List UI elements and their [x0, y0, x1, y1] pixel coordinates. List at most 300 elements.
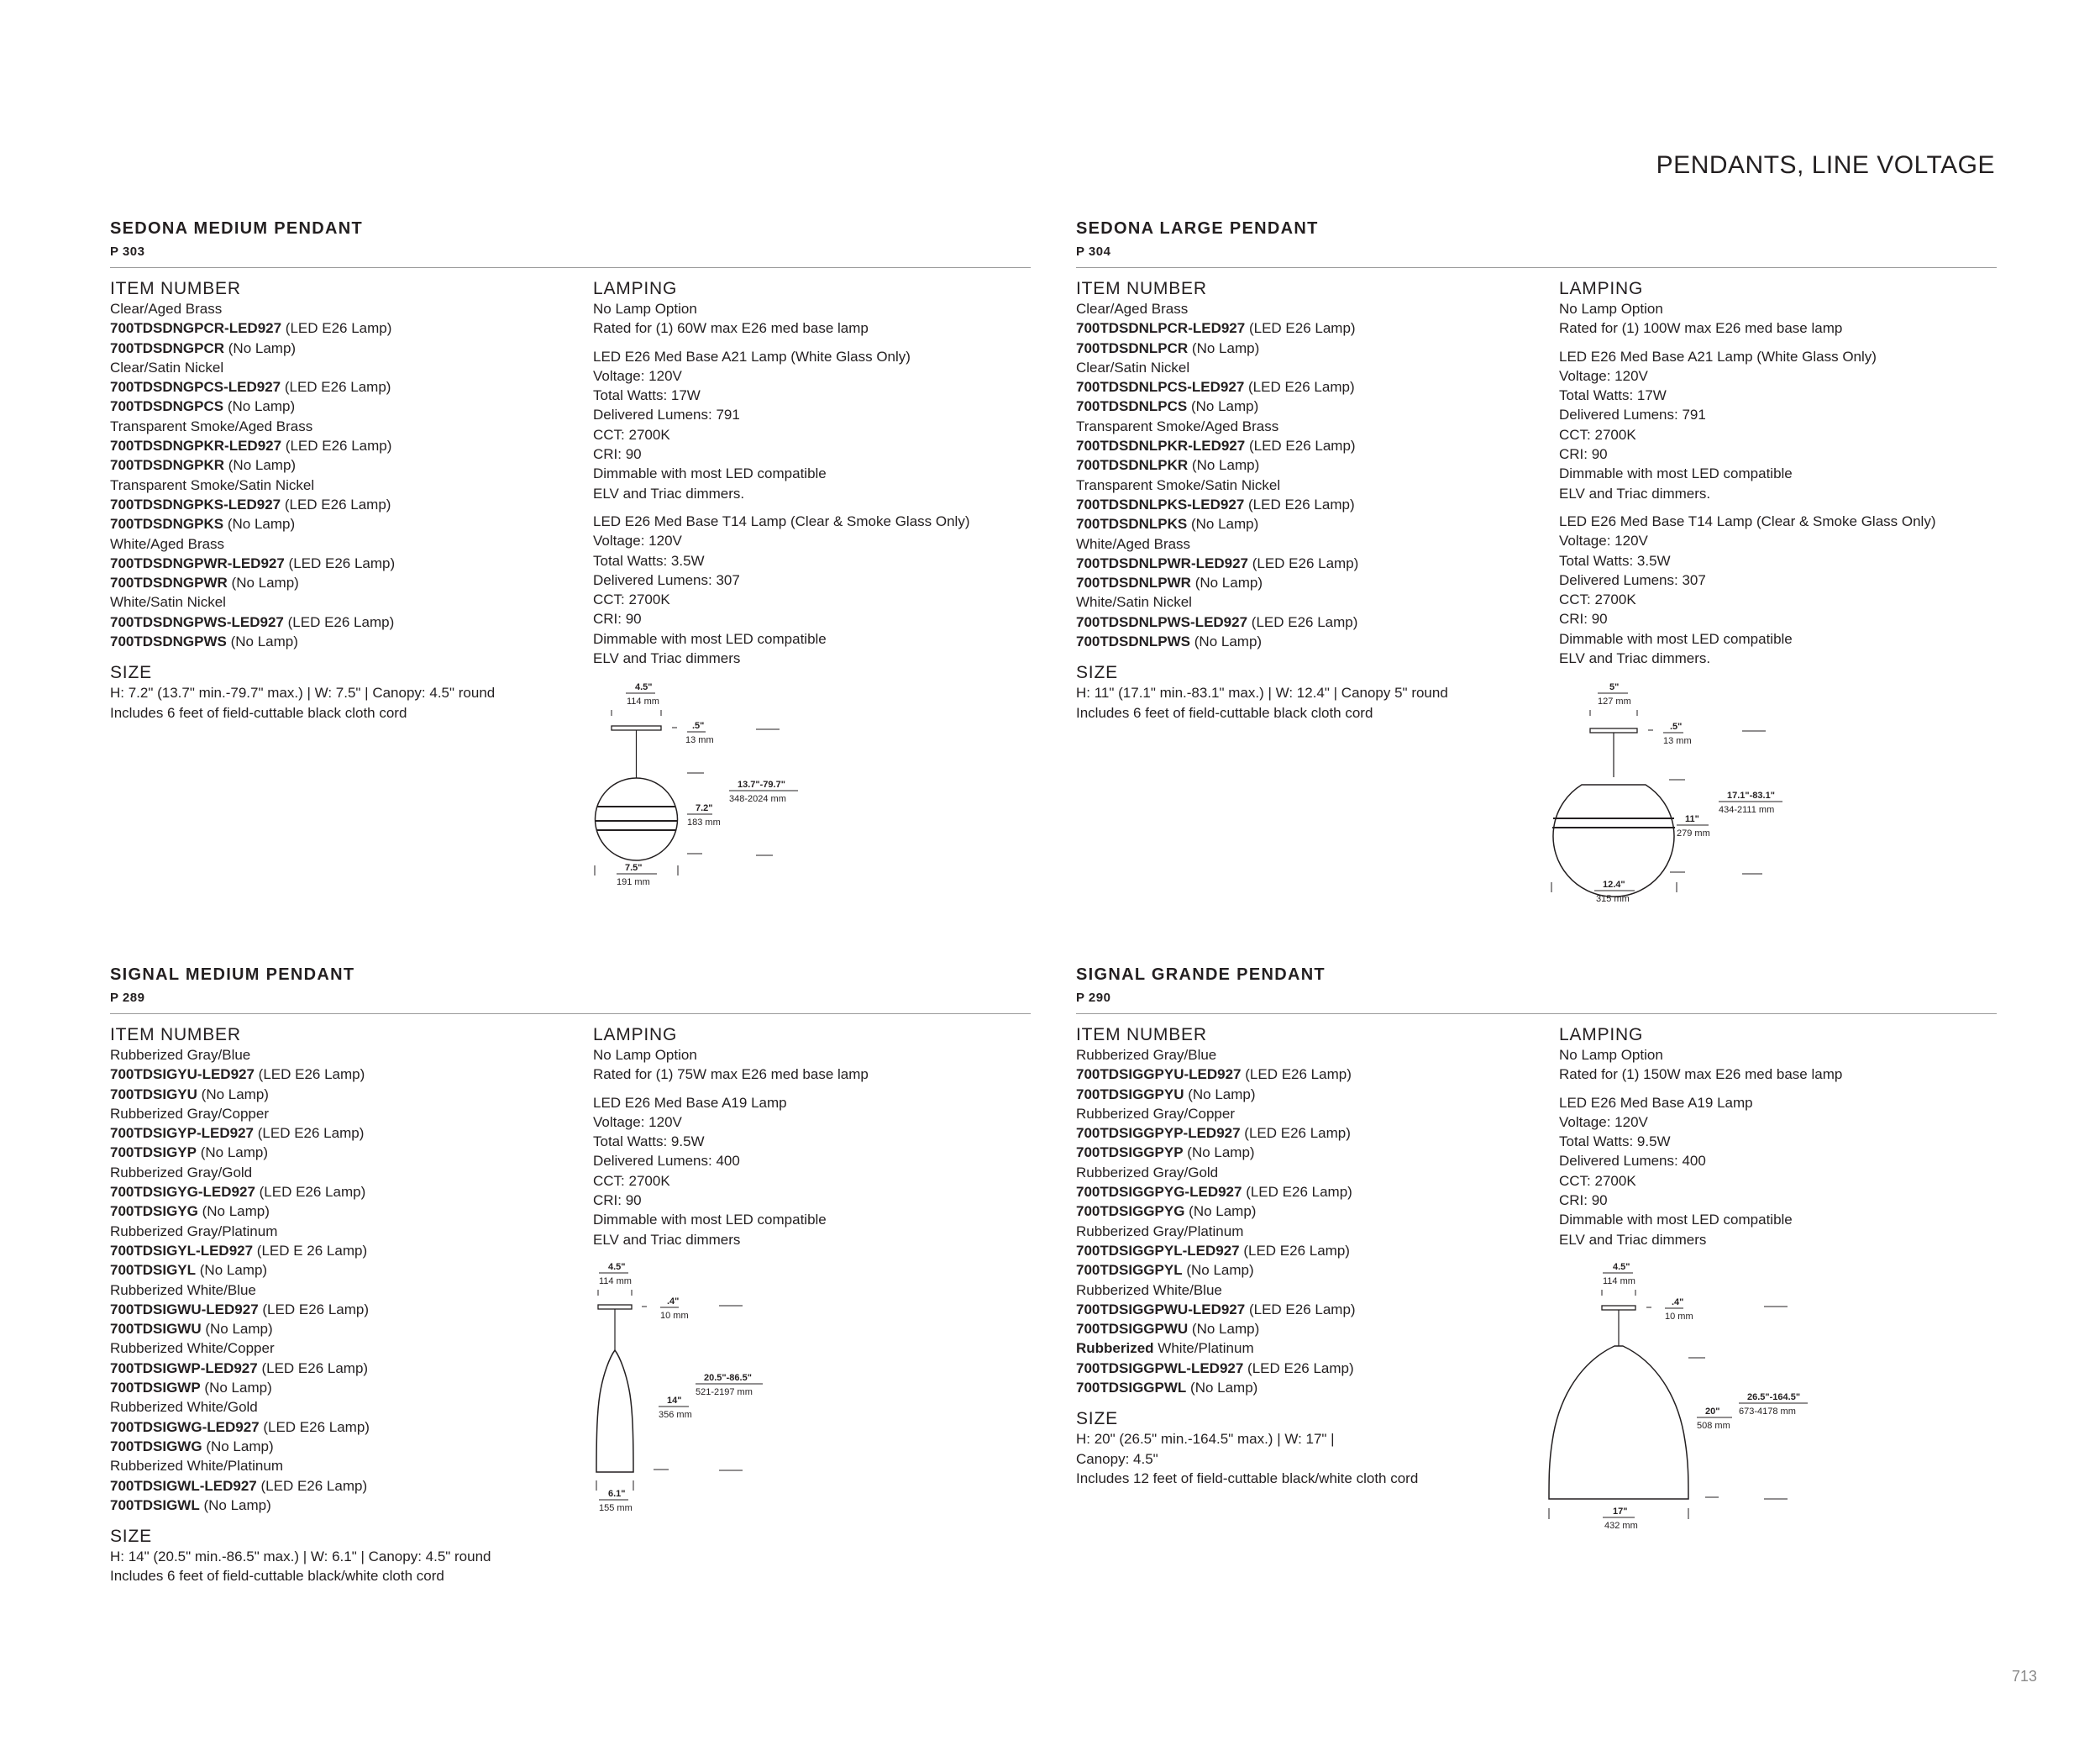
item-number-row [1076, 632, 1546, 651]
lamping-line: Rated for (1) 60W max E26 med base lamp [593, 320, 869, 337]
lamping-line: Voltage: 120V [593, 367, 682, 384]
item-note: (LED E26 Lamp) [1244, 496, 1355, 513]
item-note: (No Lamp) [1190, 575, 1263, 592]
finish-label [110, 1045, 580, 1065]
item-code: 700TDSIGYP [110, 1144, 197, 1161]
item-code: 700TDSDNLPKS-LED927 [1076, 496, 1245, 513]
dim-width-in: 7.5" [625, 863, 643, 873]
dim-height-in: 20" [1705, 1407, 1720, 1417]
lamping-line: CRI: 90 [1559, 611, 1608, 628]
size-text [110, 1547, 580, 1586]
dim-canopy-in: 4.5" [1613, 1262, 1630, 1272]
item-code: 700TDSIGYP-LED927 [110, 1125, 255, 1142]
dim-canopy-mm: 114 mm [627, 697, 659, 707]
sedona-medium-dimension-drawing [580, 672, 848, 891]
lamping-line: ELV and Triac dimmers. [1559, 485, 1711, 502]
finish-label [1076, 1045, 1546, 1065]
product-page-ref: P 303 [110, 245, 145, 259]
item-note: (LED E26 Lamp) [281, 379, 391, 396]
canopy [1590, 728, 1637, 733]
item-list [110, 1045, 580, 1515]
finish-label [110, 1338, 580, 1358]
lamping-line: Rated for (1) 75W max E26 med base lamp [593, 1066, 869, 1083]
lamping-line: Dimmable with most LED compatible [1559, 630, 1793, 647]
lamping-line: CCT: 2700K [593, 426, 670, 443]
lamping-line: LED E26 Med Base T14 Lamp (Clear & Smoke Glass Only) [1559, 513, 1936, 529]
item-note: Transparent Smoke/Aged Brass [1076, 418, 1279, 434]
dim-width-mm: 155 mm [599, 1503, 633, 1513]
lamping-line: CRI: 90 [593, 611, 642, 628]
dim-overall-mm: 348-2024 mm [729, 794, 786, 804]
item-code: 700TDSDNLPKR-LED927 [1076, 438, 1246, 455]
item-number-row [110, 1202, 580, 1221]
item-code: 700TDSIGYL-LED927 [110, 1242, 254, 1259]
product-page-ref: P 289 [110, 991, 145, 1005]
item-note: White/Satin Nickel [110, 594, 226, 611]
dim-canopy-mm: 114 mm [1603, 1276, 1635, 1286]
item-note: Clear/Satin Nickel [1076, 359, 1190, 376]
dim-height-mm: 279 mm [1677, 828, 1710, 839]
item-note: Rubberized White/Platinum [110, 1458, 283, 1475]
lamping-line: LED E26 Med Base A19 Lamp [593, 1094, 787, 1111]
item-note: (No Lamp) [197, 1203, 270, 1220]
lamping-option [1559, 1093, 2013, 1249]
item-number-row [1076, 1319, 1546, 1338]
dim-canopy-h-in: .5" [692, 721, 705, 731]
item-code: 700TDSDNLPKR [1076, 457, 1189, 474]
lamping-line: CCT: 2700K [593, 592, 670, 608]
lamping-line: Voltage: 120V [593, 533, 682, 549]
size-line: Includes 6 feet of field-cuttable black cloth cord [1076, 704, 1373, 721]
item-note: (No Lamp) [1184, 1086, 1256, 1102]
item-code: 700TDSIGGPYG-LED927 [1076, 1184, 1242, 1201]
item-note: Clear/Aged Brass [110, 301, 223, 317]
size-text [1076, 683, 1546, 723]
item-number-row [1076, 613, 1546, 632]
finish-label [1076, 592, 1546, 612]
lamping-option [593, 512, 1047, 668]
dim-width-in: 17" [1613, 1506, 1628, 1517]
lamping-line: ELV and Triac dimmers [593, 650, 741, 667]
item-list [1076, 299, 1546, 651]
lamping-line: CCT: 2700K [593, 1172, 670, 1189]
item-note: White/Platinum [1153, 1340, 1254, 1357]
dim-canopy-h-in: .4" [1672, 1297, 1684, 1307]
item-number-row [110, 632, 580, 651]
item-number-column [110, 1025, 580, 1586]
item-note: (LED E26 Lamp) [281, 496, 391, 513]
item-code: 700TDSIGYG [110, 1203, 198, 1220]
item-note: (LED E26 Lamp) [1248, 555, 1359, 571]
finish-label [1076, 476, 1546, 495]
lamping-heading: LAMPING [1559, 279, 1644, 298]
lamping-option [1559, 512, 2013, 668]
finish-label [110, 358, 580, 377]
item-note: (No Lamp) [200, 1380, 272, 1396]
item-note: Rubberized Gray/Platinum [110, 1223, 278, 1239]
item-note: (LED E26 Lamp) [281, 320, 392, 337]
dim-canopy-h-mm: 10 mm [660, 1311, 689, 1321]
item-note: (No Lamp) [223, 398, 296, 415]
lamping-line: Delivered Lumens: 791 [1559, 407, 1706, 423]
dim-overall-mm: 673-4178 mm [1739, 1407, 1796, 1417]
dim-height-mm: 183 mm [687, 818, 721, 828]
item-number-column [110, 279, 580, 723]
lamping-line: CRI: 90 [1559, 1192, 1608, 1209]
finish-label [110, 417, 580, 436]
item-number-heading: ITEM NUMBER [1076, 1025, 1207, 1044]
finish-label [1076, 1163, 1546, 1182]
item-code: 700TDSDNLPCS-LED927 [1076, 379, 1245, 396]
item-note: Clear/Aged Brass [1076, 301, 1189, 317]
dim-overall-in: 17.1"-83.1" [1727, 791, 1775, 801]
item-note: Rubberized Gray/Blue [110, 1047, 251, 1063]
item-note: (LED E26 Lamp) [1239, 1242, 1350, 1259]
item-number-column [1076, 1025, 1546, 1488]
lamping-line: Total Watts: 9.5W [593, 1133, 705, 1150]
lamping-line: Delivered Lumens: 400 [1559, 1153, 1706, 1170]
bullet-shade [596, 1350, 633, 1472]
item-code: 700TDSDNLPCR-LED927 [1076, 320, 1246, 337]
lamping-column [1559, 279, 2013, 668]
lamping-line: No Lamp Option [593, 1047, 697, 1063]
dim-canopy-mm: 127 mm [1598, 697, 1631, 707]
dim-overall-mm: 521-2197 mm [696, 1387, 753, 1397]
item-number-row [1076, 554, 1546, 573]
item-code: 700TDSDNLPCR [1076, 339, 1189, 356]
item-note: (No Lamp) [196, 1262, 268, 1279]
lamping-line: LED E26 Med Base A21 Lamp (White Glass Only) [1559, 348, 1877, 365]
lamping-option [593, 1045, 1047, 1085]
lamping-line: No Lamp Option [593, 301, 697, 317]
item-number-row [110, 495, 580, 514]
size-line: Includes 12 feet of field-cuttable black/white cloth cord [1076, 1470, 1419, 1486]
item-note: Transparent Smoke/Satin Nickel [110, 476, 315, 493]
lamping-line: Rated for (1) 100W max E26 med base lamp [1559, 320, 1843, 337]
item-code: 700TDSDNGPKR-LED927 [110, 438, 282, 455]
lamping-line: Delivered Lumens: 400 [593, 1153, 740, 1170]
item-note: (No Lamp) [199, 1496, 271, 1513]
item-note: (No Lamp) [227, 575, 299, 592]
item-list [1076, 1045, 1546, 1397]
lamping-option [1559, 299, 2013, 339]
lamping-line: LED E26 Med Base A19 Lamp [1559, 1094, 1753, 1111]
dim-width-in: 6.1" [608, 1489, 626, 1499]
lamping-heading: LAMPING [1559, 1025, 1644, 1044]
lamping-line: Delivered Lumens: 307 [593, 571, 740, 588]
dim-width-mm: 432 mm [1604, 1521, 1638, 1531]
dim-height-mm: 356 mm [659, 1410, 692, 1420]
item-note: (No Lamp) [224, 457, 297, 474]
size-line: Includes 6 feet of field-cuttable black cloth cord [110, 704, 407, 721]
item-code: 700TDSIGWG [110, 1438, 202, 1454]
bell-shade [1549, 1346, 1688, 1499]
item-note: White/Aged Brass [1076, 535, 1191, 552]
item-code: 700TDSIGGPYP [1076, 1144, 1184, 1161]
item-note: White/Satin Nickel [1076, 594, 1192, 611]
lamping-line: No Lamp Option [1559, 301, 1663, 317]
item-code: 700TDSIGGPWL-LED927 [1076, 1359, 1244, 1376]
lamping-heading: LAMPING [593, 1025, 678, 1044]
item-code: 700TDSDNGPKR [110, 457, 225, 474]
item-number-row [110, 455, 580, 475]
item-note: (No Lamp) [201, 1321, 273, 1338]
size-line: H: 7.2" (13.7" min.-79.7" max.) | W: 7.5" | Canopy: 4.5" round [110, 685, 496, 702]
item-note: (No Lamp) [202, 1438, 274, 1454]
item-code: 700TDSIGGPYL [1076, 1262, 1183, 1279]
item-note: (No Lamp) [1183, 1144, 1255, 1161]
lamping-line: CRI: 90 [593, 446, 642, 463]
lamping-line: Dimmable with most LED compatible [593, 630, 827, 647]
finish-label [1076, 417, 1546, 436]
finish-label [110, 1163, 580, 1182]
size-line: H: 11" (17.1" min.-83.1" max.) | W: 12.4" | Canopy 5" round [1076, 685, 1448, 702]
signal-medium-dimension-drawing [580, 1252, 832, 1525]
item-number-heading: ITEM NUMBER [1076, 279, 1207, 298]
item-number-row [1076, 1143, 1546, 1162]
item-note: Rubberized White/Gold [110, 1399, 258, 1416]
item-code: 700TDSIGWL [110, 1496, 200, 1513]
canopy [1602, 1306, 1635, 1310]
lamping-line: ELV and Triac dimmers [1559, 1231, 1707, 1248]
finish-label [110, 299, 580, 318]
item-code: 700TDSIGYU [110, 1086, 197, 1102]
item-code: 700TDSIGWP [110, 1380, 201, 1396]
item-code: 700TDSIGWL-LED927 [110, 1477, 257, 1494]
item-code: 700TDSIGGPYU-LED927 [1076, 1066, 1242, 1083]
size-line: Includes 6 feet of field-cuttable black/white cloth cord [110, 1568, 444, 1585]
item-note: Rubberized White/Copper [110, 1340, 275, 1357]
item-note: (No Lamp) [197, 1144, 269, 1161]
item-number-row [110, 436, 580, 455]
lamping-list [1559, 1045, 2013, 1249]
dim-canopy-h-mm: 13 mm [1663, 736, 1692, 746]
item-note: (LED E26 Lamp) [254, 1125, 365, 1142]
finish-label [110, 1104, 580, 1123]
item-number-row [110, 1123, 580, 1143]
divider [1076, 1013, 1997, 1014]
item-code: 700TDSDNGPCS-LED927 [110, 379, 281, 396]
item-number-row [1076, 1065, 1546, 1084]
finish-label [1076, 1222, 1546, 1241]
item-note: (LED E 26 Lamp) [253, 1242, 368, 1259]
page-number: 713 [2012, 1668, 2038, 1685]
globe [596, 778, 678, 860]
lamping-list [1559, 299, 2013, 668]
lamping-line: Rated for (1) 150W max E26 med base lamp [1559, 1066, 1843, 1083]
lamping-option [593, 1093, 1047, 1249]
item-number-heading: ITEM NUMBER [110, 279, 241, 298]
lamping-line: Dimmable with most LED compatible [1559, 1212, 1793, 1228]
size-text [1076, 1429, 1546, 1488]
finish-label [110, 592, 580, 612]
item-number-row [1076, 573, 1546, 592]
signal-grande-dimension-drawing [1546, 1252, 1831, 1538]
item-note: (LED E26 Lamp) [258, 1301, 370, 1317]
size-text [110, 683, 580, 723]
lamping-heading: LAMPING [593, 279, 678, 298]
size-line: H: 20" (26.5" min.-164.5" max.) | W: 17" | [1076, 1431, 1335, 1448]
item-code: 700TDSIGWG-LED927 [110, 1418, 260, 1435]
item-note: (LED E26 Lamp) [1240, 1125, 1351, 1142]
dim-overall-in: 20.5"-86.5" [704, 1373, 752, 1383]
item-note: (No Lamp) [1190, 634, 1263, 650]
item-code: 700TDSIGGPWU [1076, 1321, 1189, 1338]
item-code: 700TDSIGGPYU [1076, 1086, 1184, 1102]
lamping-line: ELV and Triac dimmers [593, 1231, 741, 1248]
dim-overall-in: 13.7"-79.7" [738, 780, 785, 790]
item-note: (No Lamp) [1186, 1380, 1258, 1396]
lamping-line: Delivered Lumens: 307 [1559, 571, 1706, 588]
item-note: Rubberized Gray/Blue [1076, 1047, 1217, 1063]
finish-label [1076, 299, 1546, 318]
product-page-ref: P 290 [1076, 991, 1111, 1005]
item-code: 700TDSIGGPWU-LED927 [1076, 1301, 1246, 1317]
lamping-line: CCT: 2700K [1559, 1172, 1636, 1189]
item-note: (No Lamp) [1188, 457, 1260, 474]
item-code: 700TDSDNGPCR [110, 339, 225, 356]
item-number-row [1076, 1202, 1546, 1221]
item-code: 700TDSDNGPWR-LED927 [110, 555, 285, 571]
lamping-line: CRI: 90 [1559, 446, 1608, 463]
dim-canopy-in: 5" [1609, 682, 1620, 692]
item-number-row [110, 1378, 580, 1397]
item-note: Transparent Smoke/Satin Nickel [1076, 476, 1281, 493]
item-code: 700TDSIGGPYP-LED927 [1076, 1125, 1241, 1142]
item-note: (No Lamp) [1187, 516, 1259, 533]
item-note: Clear/Satin Nickel [110, 359, 224, 376]
item-number-row [110, 339, 580, 358]
item-code: 700TDSIGYL [110, 1262, 197, 1279]
finish-label [1076, 358, 1546, 377]
item-number-row [1076, 397, 1546, 416]
item-note: (LED E26 Lamp) [1245, 1301, 1356, 1317]
item-number-row [110, 573, 580, 592]
dim-width-mm: 315 mm [1596, 894, 1630, 904]
item-code: 700TDSDNLPWS-LED927 [1076, 613, 1248, 630]
lamping-option [1559, 347, 2013, 503]
item-note: (LED E26 Lamp) [281, 438, 392, 455]
dim-width-mm: 191 mm [617, 877, 650, 887]
item-note: (No Lamp) [223, 516, 296, 533]
item-note: Rubberized Gray/Platinum [1076, 1223, 1244, 1239]
lamping-line: ELV and Triac dimmers. [1559, 650, 1711, 667]
item-note: (No Lamp) [1188, 339, 1260, 356]
item-number-row [1076, 339, 1546, 358]
item-number-row [110, 1182, 580, 1202]
item-number-row [110, 1359, 580, 1378]
item-note: (LED E26 Lamp) [1245, 320, 1356, 337]
lamping-line: Dimmable with most LED compatible [1559, 465, 1793, 482]
lamping-line: Delivered Lumens: 791 [593, 407, 740, 423]
item-note: (No Lamp) [224, 339, 297, 356]
lamping-line: Total Watts: 17W [1559, 387, 1667, 404]
item-number-row [110, 1496, 580, 1515]
lamping-line: Voltage: 120V [593, 1113, 682, 1130]
item-number-row [110, 1241, 580, 1260]
item-number-row [110, 514, 580, 534]
divider [110, 267, 1031, 268]
item-code: 700TDSDNGPWS-LED927 [110, 613, 284, 630]
product-title: SIGNAL GRANDE PENDANT [1076, 965, 1326, 984]
dim-height-in: 11" [1685, 814, 1699, 824]
lamping-line: Voltage: 120V [1559, 533, 1648, 549]
item-code: 700TDSDNLPWR [1076, 575, 1191, 592]
item-code: 700TDSDNGPCR-LED927 [110, 320, 282, 337]
item-number-row [1076, 1300, 1546, 1319]
item-note: (No Lamp) [197, 1086, 269, 1102]
item-number-row [110, 1417, 580, 1437]
size-heading: SIZE [1076, 1409, 1118, 1429]
dim-canopy-mm: 114 mm [599, 1276, 632, 1286]
dim-canopy-h-mm: 10 mm [1665, 1312, 1693, 1322]
item-number-row [110, 1437, 580, 1456]
item-note: (LED E26 Lamp) [1241, 1066, 1352, 1083]
item-note: (No Lamp) [1188, 1321, 1260, 1338]
item-code: 700TDSDNGPWS [110, 634, 227, 650]
item-number-row [1076, 1378, 1546, 1397]
lamping-line: Dimmable with most LED compatible [593, 1212, 827, 1228]
lamping-line: Voltage: 120V [1559, 367, 1648, 384]
item-note: Rubberized Gray/Gold [1076, 1164, 1219, 1180]
item-number-row [110, 1476, 580, 1496]
size-line: H: 14" (20.5" min.-86.5" max.) | W: 6.1" | Canopy: 4.5" round [110, 1549, 491, 1565]
lamping-line: Voltage: 120V [1559, 1113, 1648, 1130]
item-code: 700TDSIGWU [110, 1321, 202, 1338]
item-list [110, 299, 580, 651]
lamping-line: ELV and Triac dimmers. [593, 485, 745, 502]
item-number-row [110, 613, 580, 632]
dim-canopy-h-in: .5" [1670, 722, 1683, 732]
item-number-row [1076, 455, 1546, 475]
item-number-row [110, 1300, 580, 1319]
divider [110, 1013, 1031, 1014]
item-code: 700TDSDNLPKS [1076, 516, 1188, 533]
size-heading: SIZE [110, 1527, 152, 1547]
item-number-row [110, 377, 580, 397]
item-number-row [1076, 1123, 1546, 1143]
dim-canopy-in: 4.5" [635, 682, 653, 692]
lamping-line: LED E26 Med Base A21 Lamp (White Glass Only) [593, 348, 911, 365]
dim-overall-in: 26.5"-164.5" [1747, 1392, 1801, 1402]
dim-canopy-h-in: .4" [667, 1296, 680, 1307]
item-code: 700TDSDNGPWR [110, 575, 228, 592]
divider [1076, 267, 1997, 268]
lamping-list [593, 1045, 1047, 1249]
item-number-row [1076, 495, 1546, 514]
item-code: 700TDSDNGPKS [110, 516, 224, 533]
item-note: (LED E26 Lamp) [1243, 1359, 1354, 1376]
dim-width-in: 12.4" [1603, 880, 1625, 890]
item-code: 700TDSIGYU-LED927 [110, 1066, 255, 1083]
item-number-row [1076, 514, 1546, 534]
item-note: (LED E26 Lamp) [283, 613, 395, 630]
size-heading: SIZE [110, 663, 152, 683]
item-code: 700TDSDNLPCS [1076, 398, 1188, 415]
item-code: 700TDSIGWU-LED927 [110, 1301, 259, 1317]
finish-label [1076, 1104, 1546, 1123]
lamping-option [593, 299, 1047, 339]
lamping-option [1559, 1045, 2013, 1085]
dim-overall-mm: 434-2111 mm [1719, 805, 1775, 815]
item-code: 700TDSIGYG-LED927 [110, 1184, 255, 1201]
finish-label [110, 1280, 580, 1300]
item-number-row [1076, 318, 1546, 338]
item-code: 700TDSIGGPYG [1076, 1203, 1185, 1220]
dim-height-in: 14" [667, 1396, 682, 1406]
size-heading: SIZE [1076, 663, 1118, 683]
finish-label [110, 1397, 580, 1417]
